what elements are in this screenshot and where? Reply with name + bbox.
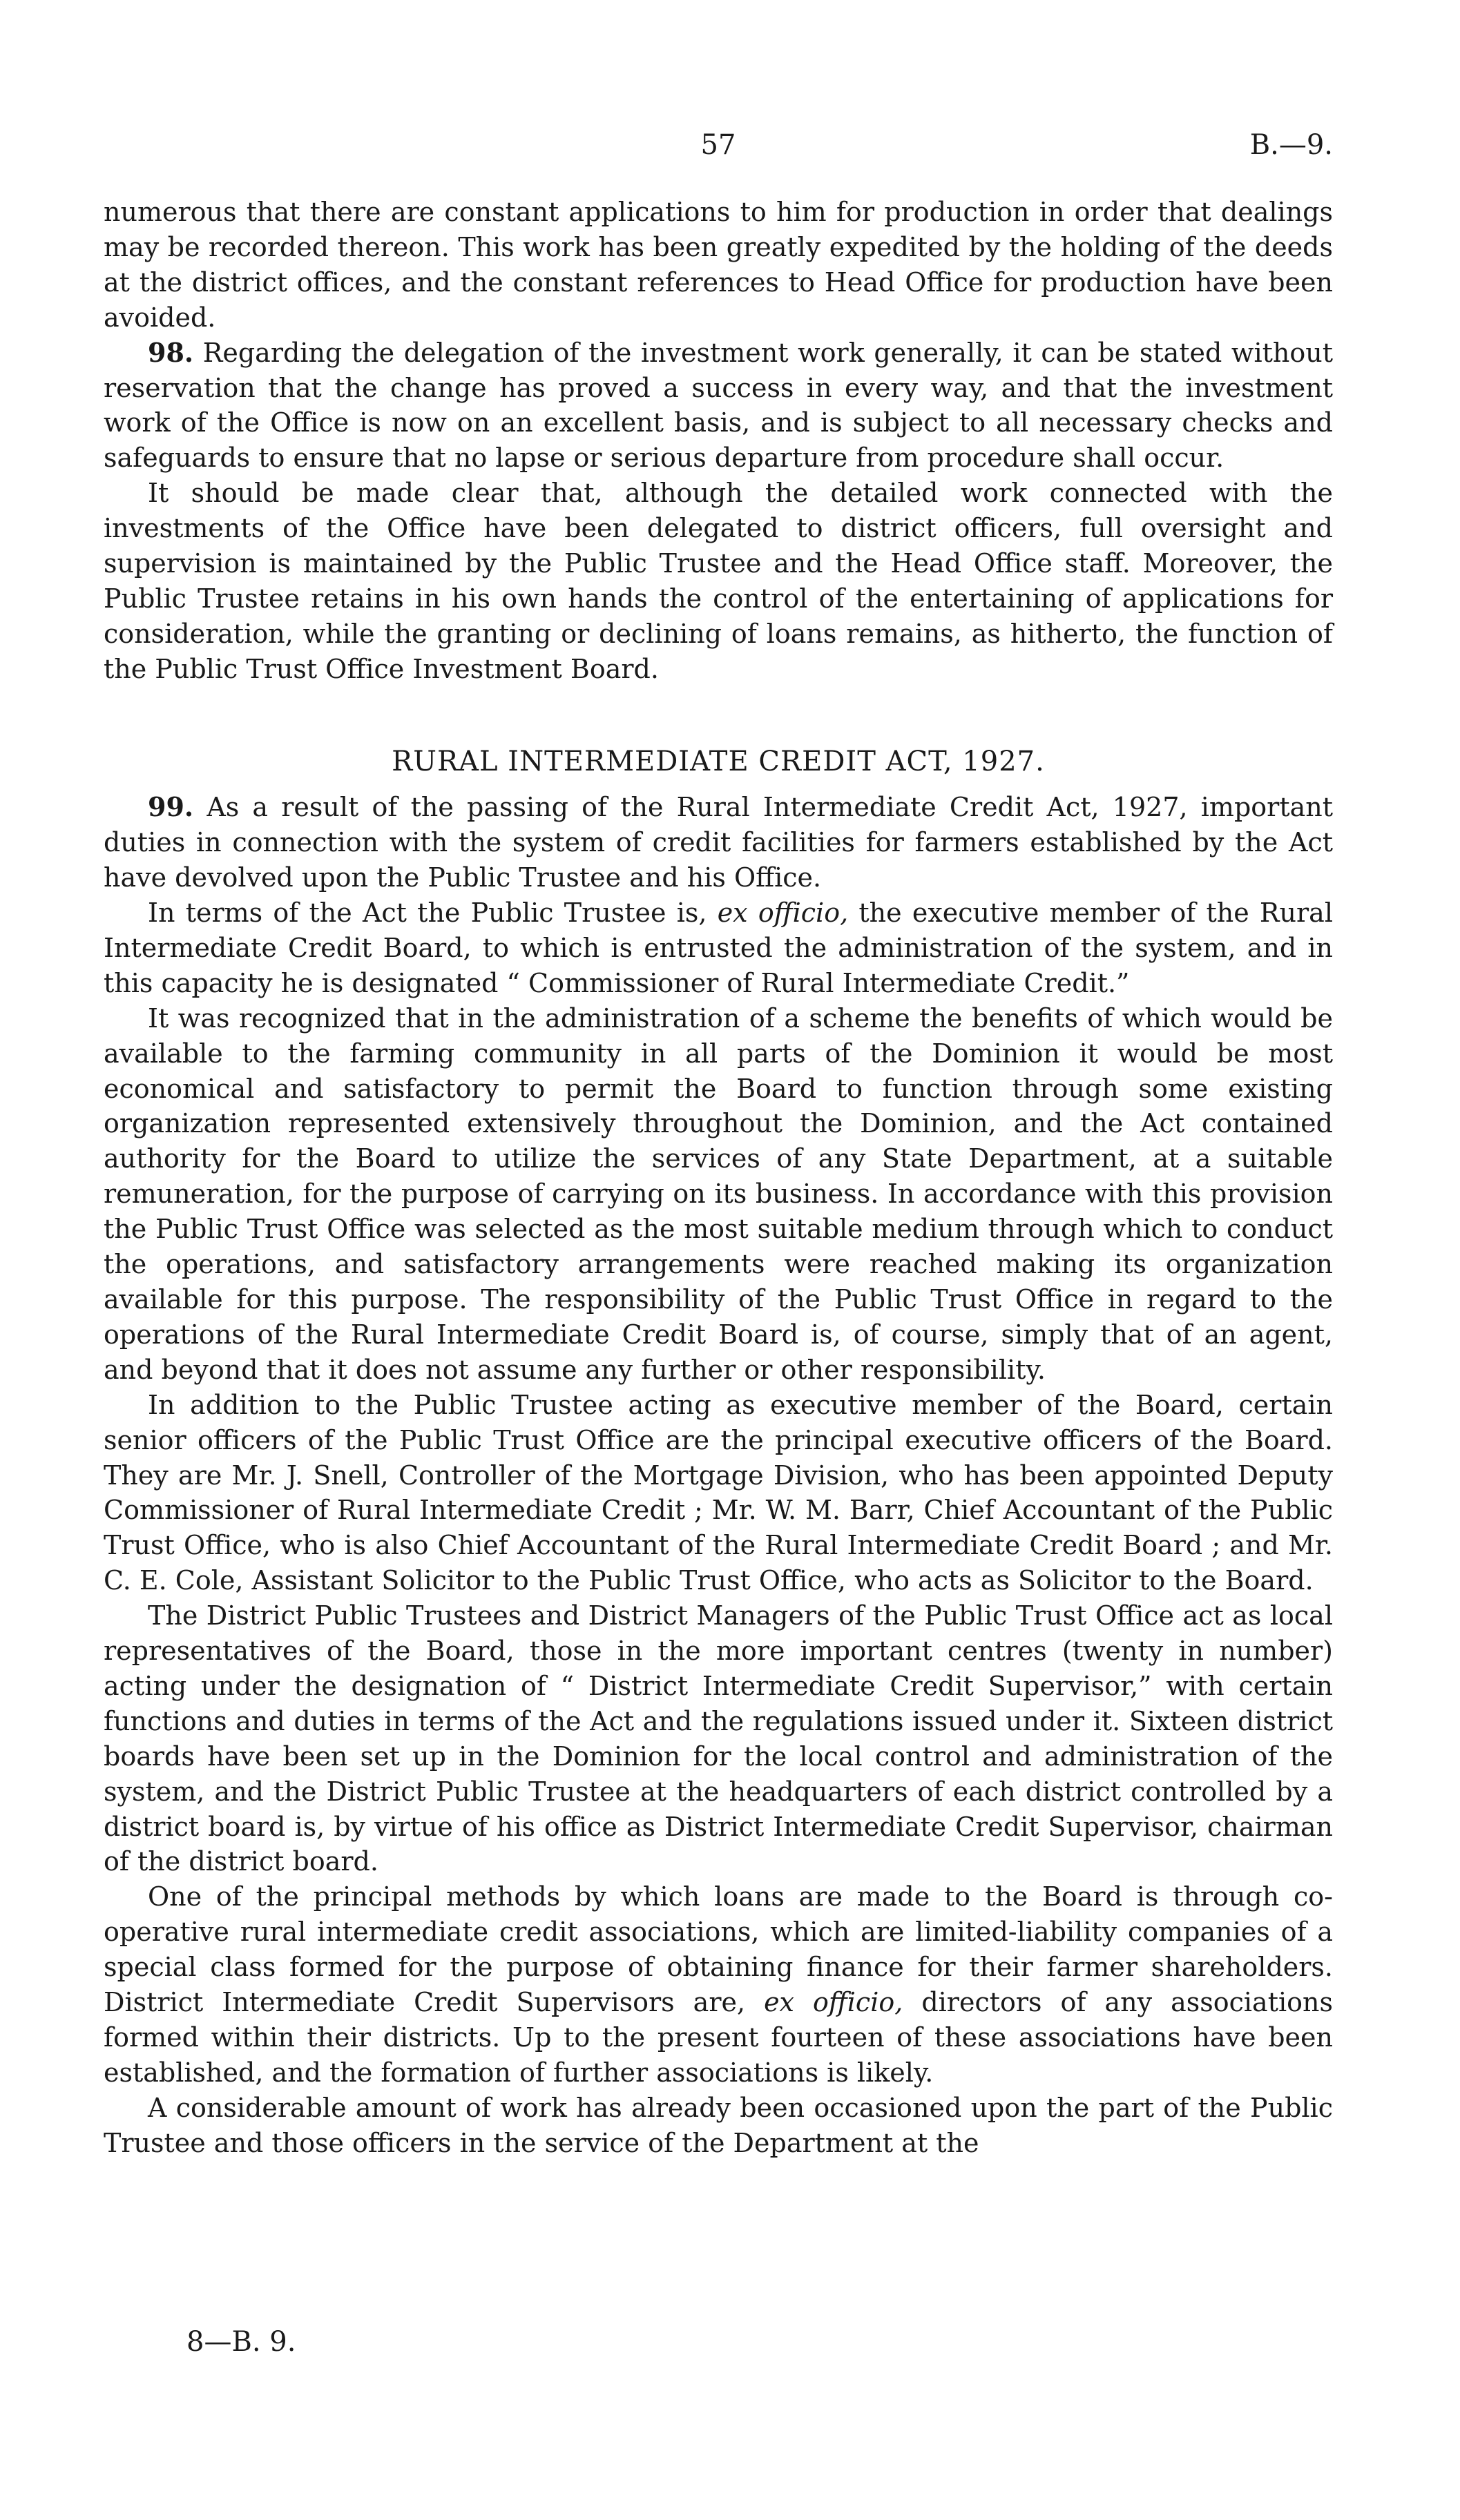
italic-term: ex officio, [717,898,849,928]
series-code: B.—9. [1249,129,1333,161]
paragraph-associations [104,1879,1333,2090]
paragraph-text: As a result of the passing of the Rural Intermediate Credit Act, 1927, important duties in connection with the system of credit facilities for farmers established by the Act have devolved upon the Public Trustee and his Office. [104,792,1333,893]
paragraph-organization: It was recognized that in the administration of a scheme the benefits of which would be available to the farming community in all parts of the Dominion it would be most economical and satisfactory to permit the Board to function through some existing organization represented extensively throughout the Dominion, and the Act contained authority for the Board to utilize the services of any State Department, at a suitable remuneration, for the purpose of carrying on its business. In accordance with this provision the Public Trust Office was selected as the most suitable medium through which to conduct the operations, and satisfactory arrangements were reached making its organization available for this purpose. The responsibility of the Public Trust Office in regard to the operations of the Rural Intermediate Credit Board is, of course, simply that of an agent, and beyond that it does not assume any further or other responsibility. [104,1002,1333,1385]
page-number: 57 [700,129,736,161]
paragraph-number: 98. [148,336,194,368]
text-run: One of the principal methods by which loans are made to the Board is through co-operative rural intermediate credit associations, which are limited-liability companies of a special class formed for the purpose of obtaining finance for their farmer shareholders. District Intermediate Credit Supervisors are, [104,1881,1333,2018]
paragraph-district-trustees: The District Public Trustees and District Managers of the Public Trust Office act as local representatives of the Board, those in the more important centres (twenty in number) acting under the designation of “ District Intermediate Credit Supervisor,” with certain functions and duties in terms of the Act and the regulations issued under it. Sixteen district boards have been set up in the Dominion for the local control and administration of the system, and the District Public Trustee at the headquarters of each district controlled by a district board is, by virtue of his office as District Intermediate Credit Supervisor, chairman of the district board. [104,1600,1333,1877]
signature-mark: 8—B. 9. [186,2326,296,2358]
paragraph-work-occasioned: A considerable amount of work has already been occasioned upon the part of the Public Trustee and those officers in the service of the Department at the [104,2092,1333,2158]
text-run: the executive member of the Rural Intermediate Credit Board, to which is entrusted the administration of the system, and in this capacity he is designated “ Commissioner of Rural Intermediate Credit.” [104,898,1333,998]
paragraph-number: 99. [148,791,194,823]
paragraph-continuation: numerous that there are constant applications to him for production in order that dealings may be recorded thereon. This work has been greatly expedited by the holding of the deeds at the district offices, and the constant references to Head Office for production have been avoided. [104,197,1333,333]
paragraph-officers: In addition to the Public Trustee acting as executive member of the Board, certain senior officers of the Public Trust Office are the principal executive officers of the Board. They are Mr. J. Snell, Controller of the Mortgage Division, who has been appointed Deputy Commissioner of Rural Intermediate Credit ; Mr. W. M. Barr, Chief Accountant of the Public Trust Office, who is also Chief Accountant of the Rural Intermediate Credit Board ; and Mr. C. E. Cole, Assistant Solicitor to the Public Trust Office, who acts as Solicitor to the Board. [104,1389,1333,1596]
paragraph-98 [104,336,1333,476]
text-run: In terms of the Act the Public Trustee is, [148,898,707,928]
italic-term: ex officio, [764,1987,903,2018]
page-header [104,124,1333,166]
text-run: directors of any associations formed within their districts. Up to the present fourteen of these associations have been established, and the formation of further associations is likely. [104,1987,1333,2088]
section-heading: RURAL INTERMEDIATE CREDIT ACT, 1927. [392,745,1045,777]
paragraph-text: Regarding the delegation of the investment work generally, it can be stated without reservation that the change has proved a success in every way, and that the investment work of the Office is now on an excellent basis, and is subject to all necessary checks and safeguards to ensure that no lapse or serious departure from procedure shall occur. [104,337,1333,474]
paragraph-99 [104,790,1333,895]
paragraph-executive-member [104,895,1333,1001]
document-body [104,195,1333,2161]
paragraph-oversight: It should be made clear that, although the detailed work connected with the investments of the Office have been delegated to district officers, full oversight and supervision is maintained by the Public Trustee and the Head Office staff. Moreover, the Public Trustee retains in his own hands the control of the entertaining of applications for consideration, while the granting or declining of loans remains, as hitherto, the function of the Public Trust Office Investment Board. [104,478,1333,684]
